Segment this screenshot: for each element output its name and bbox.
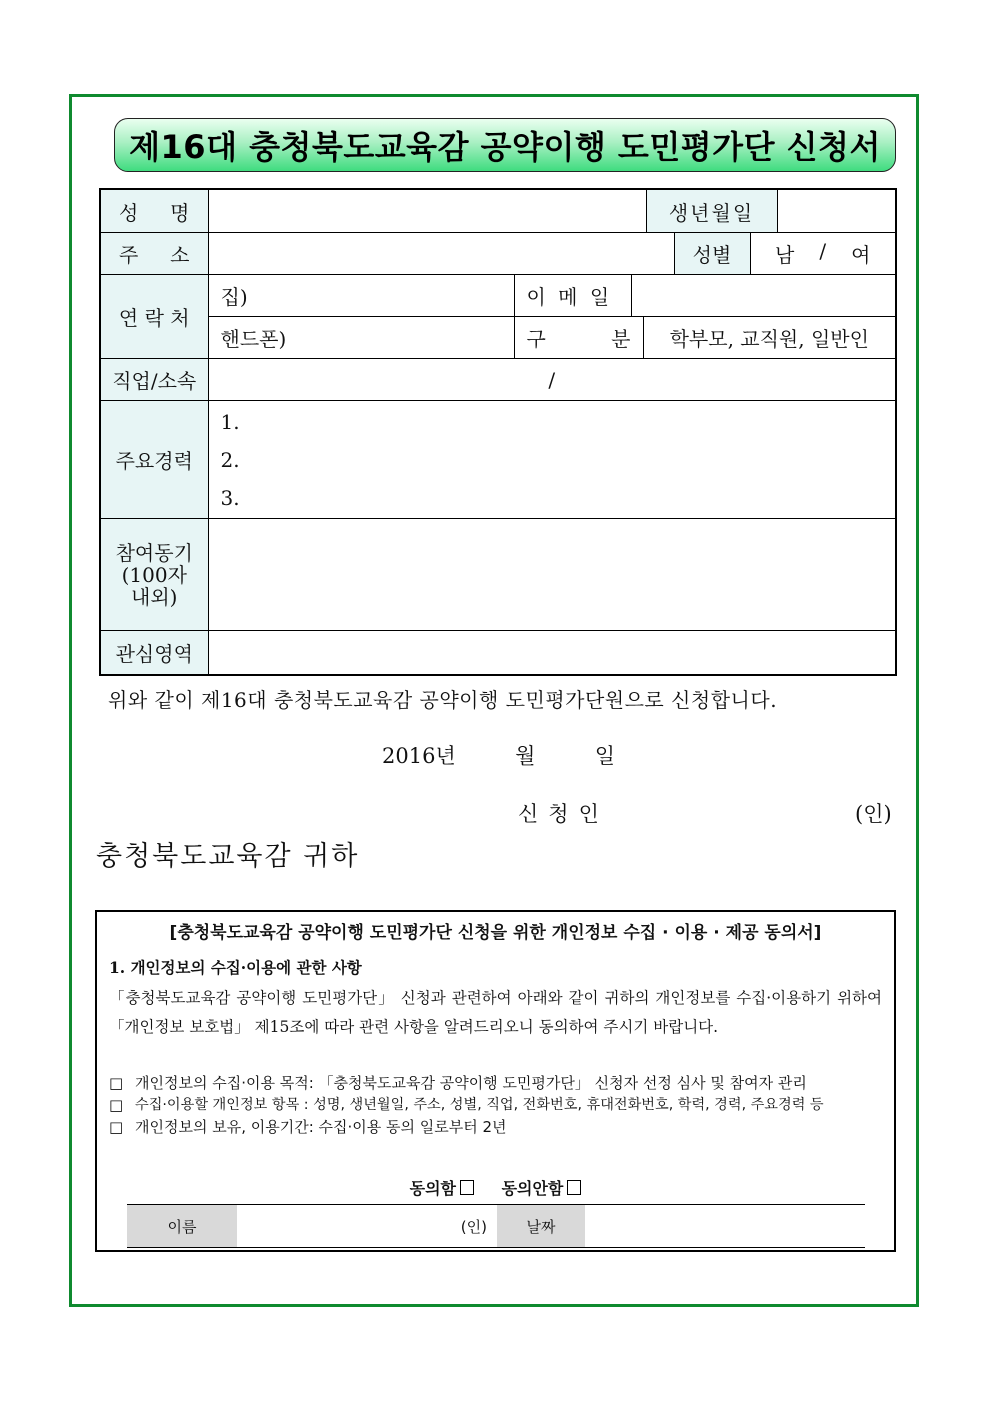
agree-choice	[97, 1176, 894, 1199]
bullet-mark: □	[109, 1118, 124, 1136]
date-month: 월	[515, 744, 536, 768]
form-title: 제16대 충청북도교육감 공약이행 도민평가단 신청서	[114, 118, 896, 172]
agree-label: 동의함	[409, 1179, 456, 1198]
gender-field[interactable]: 남 / 여	[750, 233, 896, 275]
application-form-table	[99, 188, 897, 676]
address-label: 주 소	[100, 233, 208, 275]
mobile-phone-field[interactable]: 핸드폰)	[208, 317, 514, 359]
consent-body: 「충청북도교육감 공약이행 도민평가단」 신청과 관련하여 아래와 같이 귀하의 개인정보를 수집·이용하기 위하여 「개인정보 보호법」 제15조에 따라 관련 사항을 알려드리오니 동의하여 주시기 바랍니다.	[109, 989, 882, 1036]
recipient: 충청북도교육감 귀하	[96, 841, 360, 872]
birth-date-field[interactable]	[778, 190, 896, 232]
agree-checkbox[interactable]	[460, 1180, 474, 1195]
category-group	[514, 317, 896, 359]
career-item: 1.	[220, 409, 240, 434]
list-item: □ 개인정보의 보유, 이용기간: 수집·이용 동의 일로부터 2년	[109, 1118, 507, 1136]
applicant-label: 신청인	[518, 802, 609, 826]
home-phone-field[interactable]: 집)	[208, 275, 514, 317]
career-label: 주요경력	[100, 401, 208, 519]
sign-name-label: 이름	[127, 1205, 237, 1247]
list-item: □ 개인정보의 수집·이용 목적: 「충청북도교육감 공약이행 도민평가단」 신청자 선정 심사 및 참여자 관리	[109, 1074, 807, 1092]
career-item: 3.	[220, 485, 240, 510]
name-field[interactable]	[208, 189, 646, 233]
job-separator: /	[548, 367, 556, 392]
email-label: 이 메 일	[515, 275, 632, 316]
birth-date-label: 생년월일	[647, 190, 778, 232]
birth-group	[646, 189, 896, 233]
date-day: 일	[594, 744, 616, 768]
interest-label: 관심영역	[100, 631, 208, 675]
sign-date-label: 날짜	[497, 1205, 585, 1247]
seal-label: (인)	[855, 802, 892, 826]
job-field[interactable]	[208, 359, 896, 401]
application-statement: 위와 같이 제16대 충청북도교육감 공약이행 도민평가단원으로 신청합니다.	[108, 688, 778, 712]
motive-label: 참여동기 (100자 내외)	[100, 519, 208, 631]
disagree-label: 동의안함	[501, 1179, 564, 1198]
signature-row	[127, 1204, 865, 1248]
category-label: 구 분	[515, 317, 644, 358]
bullet-mark: □	[109, 1074, 124, 1092]
job-label: 직업/소속	[100, 359, 208, 401]
consent-form	[95, 910, 896, 1252]
motive-field[interactable]	[208, 519, 896, 631]
application-date	[382, 740, 615, 770]
email-field[interactable]	[632, 275, 896, 316]
contact-label: 연 락 처	[100, 275, 208, 359]
disagree-checkbox[interactable]	[567, 1180, 581, 1195]
gender-label: 성별	[674, 233, 750, 275]
interest-field[interactable]	[208, 631, 896, 675]
sign-date-field[interactable]	[585, 1205, 865, 1247]
bullet-mark: □	[109, 1096, 124, 1114]
email-group	[514, 275, 896, 317]
consent-bullets	[109, 1072, 884, 1138]
career-field[interactable]	[208, 401, 896, 519]
address-field[interactable]	[208, 233, 674, 275]
consent-title: [충청북도교육감 공약이행 도민평가단 신청을 위한 개인정보 수집 · 이용 · 제공 동의서]	[169, 923, 822, 943]
consent-section-heading: 1. 개인정보의 수집·이용에 관한 사항	[109, 958, 362, 977]
name-label: 성 명	[100, 189, 208, 233]
career-item: 2.	[220, 447, 240, 472]
list-item: □ 수집·이용할 개인정보 항목 : 성명, 생년월일, 주소, 성별, 직업, 전화번호, 휴대전화번호, 학력, 경력, 주요경력 등	[109, 1096, 824, 1114]
sign-name-field[interactable]	[237, 1205, 497, 1247]
date-year: 2016년	[382, 744, 456, 768]
sign-seal-label: (인)	[460, 1217, 487, 1236]
category-options[interactable]: 학부모, 교직원, 일반인	[669, 327, 869, 351]
